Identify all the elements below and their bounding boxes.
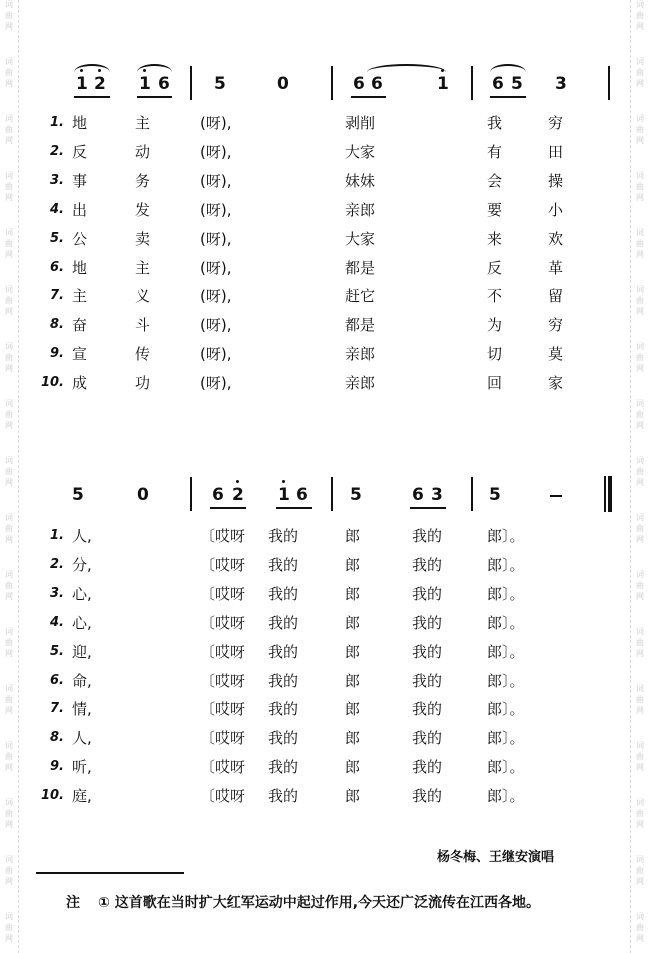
lyric-word: (呀), xyxy=(200,171,232,190)
watermark-glyph: 网 xyxy=(636,307,644,316)
watermark-glyph: 词 xyxy=(5,855,13,864)
lyric-word: 分, xyxy=(72,555,92,574)
lyric-word: 郎〕。 xyxy=(487,555,525,574)
lyric-word: 回 xyxy=(487,374,503,393)
verse-number: 5. xyxy=(50,230,64,246)
watermark-glyph: 曲 xyxy=(636,68,644,77)
bar-line xyxy=(190,66,192,100)
lyric-word: 都是 xyxy=(345,258,376,277)
note: 1 xyxy=(139,74,151,94)
note: 6 xyxy=(371,74,383,94)
watermark-glyph: 曲 xyxy=(5,752,13,761)
lyric-word: 赶它 xyxy=(345,287,376,306)
watermark-glyph: 网 xyxy=(636,535,644,544)
note: 3 xyxy=(555,74,567,94)
watermark-glyph: 网 xyxy=(5,592,13,601)
watermark-glyph: 曲 xyxy=(5,581,13,590)
lyric-word: 情, xyxy=(72,700,92,719)
note: 1 xyxy=(278,485,290,505)
watermark-glyph: 网 xyxy=(5,79,13,88)
bar-line xyxy=(471,66,473,100)
lyric-word: (呀), xyxy=(200,229,232,248)
lyric-word: 会 xyxy=(487,171,503,190)
watermark-glyph: 网 xyxy=(636,649,644,658)
watermark-glyph: 曲 xyxy=(636,809,644,818)
verse-number: 4. xyxy=(50,614,64,630)
lyric-word: 我的 xyxy=(268,729,299,748)
note: 2 xyxy=(232,485,244,505)
sustain-dash xyxy=(550,495,562,497)
watermark-glyph: 曲 xyxy=(636,638,644,647)
watermark-glyph: 网 xyxy=(5,535,13,544)
watermark-glyph: 词 xyxy=(5,684,13,693)
beam-underline xyxy=(351,96,386,98)
slur xyxy=(137,64,172,72)
watermark-glyph: 曲 xyxy=(5,467,13,476)
lyric-word: 郎 xyxy=(345,758,361,777)
watermark-glyph: 词 xyxy=(5,114,13,123)
lyric-word: 为 xyxy=(487,316,503,335)
verse-number: 4. xyxy=(50,201,64,217)
lyric-word: (呀), xyxy=(200,200,232,219)
watermark-glyph: 网 xyxy=(636,478,644,487)
watermark-glyph: 网 xyxy=(636,706,644,715)
lyric-word: 郎〕。 xyxy=(487,787,525,806)
lyric-word: 小 xyxy=(548,200,564,219)
watermark-glyph: 词 xyxy=(5,627,13,636)
watermark-glyph: 词 xyxy=(5,741,13,750)
lyric-word: 公 xyxy=(72,229,88,248)
verse-number: 10. xyxy=(40,375,64,391)
lyric-word: 穷 xyxy=(548,114,564,132)
watermark-glyph: 曲 xyxy=(5,638,13,647)
watermark-glyph: 曲 xyxy=(5,68,13,77)
watermark-glyph: 曲 xyxy=(636,296,644,305)
bar-line xyxy=(190,477,192,511)
lyric-word: 莫 xyxy=(548,345,564,364)
lyric-word: 郎 xyxy=(345,700,361,719)
watermark-glyph: 曲 xyxy=(636,752,644,761)
watermark-glyph: 网 xyxy=(636,934,644,943)
watermark-glyph: 词 xyxy=(5,228,13,237)
lyric-word: 主 xyxy=(135,258,151,277)
lyric-word: 亲郎 xyxy=(345,200,376,219)
lyric-word: 我的 xyxy=(268,613,299,632)
watermark-glyph: 网 xyxy=(5,22,13,31)
lyric-word: 亲郎 xyxy=(345,374,376,393)
bar-line xyxy=(331,66,333,100)
lyric-word: 出 xyxy=(72,200,88,219)
lyric-word: 我的 xyxy=(412,527,443,545)
slur xyxy=(490,64,526,72)
watermark-glyph: 曲 xyxy=(5,695,13,704)
lyric-word: 〔哎呀 xyxy=(200,613,246,632)
lyric-word: 留 xyxy=(548,287,564,306)
verse-number: 9. xyxy=(50,759,64,775)
lyric-word: 切 xyxy=(487,345,503,364)
watermark-strip-left xyxy=(0,0,19,953)
verse-number: 7. xyxy=(50,701,64,717)
lyric-word: 〔哎呀 xyxy=(200,671,246,690)
lyric-word: 我的 xyxy=(268,787,299,806)
watermark-glyph: 网 xyxy=(5,364,13,373)
octave-dot xyxy=(282,480,285,483)
bar-line xyxy=(471,477,473,511)
lyric-word: 我的 xyxy=(412,700,443,719)
watermark-glyph: 词 xyxy=(636,456,644,465)
watermark-glyph: 词 xyxy=(636,57,644,66)
watermark-glyph: 词 xyxy=(5,57,13,66)
lyric-word: 斗 xyxy=(135,316,151,335)
verse-number: 9. xyxy=(50,346,64,362)
lyric-word: 功 xyxy=(135,374,151,393)
lyric-word: 我的 xyxy=(412,758,443,777)
watermark-glyph: 词 xyxy=(5,0,13,9)
lyric-word: 郎〕。 xyxy=(487,527,525,545)
lyric-word: 主 xyxy=(72,287,88,306)
watermark-glyph: 曲 xyxy=(636,866,644,875)
lyric-word: 郎〕。 xyxy=(487,584,525,603)
lyric-word: 我的 xyxy=(268,527,299,545)
lyric-word: 我的 xyxy=(268,584,299,603)
watermark-glyph: 曲 xyxy=(5,125,13,134)
lyric-word: 主 xyxy=(135,114,151,132)
watermark-glyph: 曲 xyxy=(5,11,13,20)
watermark-glyph: 词 xyxy=(636,285,644,294)
watermark-glyph: 词 xyxy=(636,855,644,864)
note: 3 xyxy=(431,485,443,505)
final-bar-line xyxy=(604,476,612,512)
lyric-word: 革 xyxy=(548,258,564,277)
verse-number: 7. xyxy=(50,288,64,304)
watermark-strip-right xyxy=(630,0,649,953)
verse-number: 3. xyxy=(50,172,64,188)
watermark-glyph: 词 xyxy=(636,627,644,636)
lyric-word: 郎〕。 xyxy=(487,729,525,748)
lyric-word: 剥削 xyxy=(345,114,376,132)
watermark-glyph: 网 xyxy=(5,706,13,715)
octave-dot xyxy=(236,480,239,483)
watermark-glyph: 词 xyxy=(636,399,644,408)
watermark-glyph: 词 xyxy=(5,513,13,522)
lyric-word: 穷 xyxy=(548,316,564,335)
lyric-word: 田 xyxy=(548,142,564,161)
lyric-word: 传 xyxy=(135,345,151,364)
lyric-word: 妹妹 xyxy=(345,171,376,190)
lyric-word: 事 xyxy=(72,171,88,190)
lyric-word: 郎 xyxy=(345,642,361,661)
lyric-word: 我的 xyxy=(412,671,443,690)
watermark-glyph: 词 xyxy=(636,513,644,522)
watermark-glyph: 曲 xyxy=(5,809,13,818)
lyric-word: 〔哎呀 xyxy=(200,527,246,545)
lyric-word: 郎〕。 xyxy=(487,613,525,632)
watermark-glyph: 词 xyxy=(636,912,644,921)
watermark-glyph: 网 xyxy=(636,79,644,88)
note: 5 xyxy=(350,485,362,505)
lyric-word: 心, xyxy=(72,584,92,603)
lyric-word: 操 xyxy=(548,171,564,190)
lyric-word: 迎, xyxy=(72,642,92,661)
lyric-word: 命, xyxy=(72,671,92,690)
beam-underline xyxy=(490,96,526,98)
watermark-glyph: 网 xyxy=(636,250,644,259)
bar-line xyxy=(608,66,610,100)
lyric-word: 郎〕。 xyxy=(487,758,525,777)
lyric-word: 〔哎呀 xyxy=(200,555,246,574)
lyric-word: 义 xyxy=(135,287,151,306)
note: 2 xyxy=(94,74,106,94)
lyric-word: 郎〕。 xyxy=(487,642,525,661)
watermark-glyph: 词 xyxy=(636,798,644,807)
lyric-word: 我的 xyxy=(268,555,299,574)
lyric-word: 都是 xyxy=(345,316,376,335)
lyric-word: 我的 xyxy=(268,758,299,777)
watermark-glyph: 网 xyxy=(636,136,644,145)
lyric-word: (呀), xyxy=(200,114,232,132)
note: 6 xyxy=(296,485,308,505)
watermark-glyph: 曲 xyxy=(636,467,644,476)
watermark-glyph: 曲 xyxy=(5,923,13,932)
watermark-glyph: 网 xyxy=(636,877,644,886)
lyric-word: 郎〕。 xyxy=(487,671,525,690)
note: 1 xyxy=(437,74,449,94)
beam-underline xyxy=(410,507,446,509)
lyric-word: 要 xyxy=(487,200,503,219)
lyric-word: 郎 xyxy=(345,527,361,545)
lyric-word: (呀), xyxy=(200,287,232,306)
watermark-glyph: 词 xyxy=(636,114,644,123)
lyric-word: 来 xyxy=(487,229,503,248)
lyric-word: 〔哎呀 xyxy=(200,787,246,806)
watermark-glyph: 网 xyxy=(636,22,644,31)
lyric-word: 不 xyxy=(487,287,503,306)
lyric-word: 成 xyxy=(72,374,88,393)
lyric-word: 欢 xyxy=(548,229,564,248)
watermark-glyph: 曲 xyxy=(5,353,13,362)
watermark-glyph: 曲 xyxy=(5,410,13,419)
lyric-word: 亲郎 xyxy=(345,345,376,364)
watermark-glyph: 词 xyxy=(5,912,13,921)
note: 5 xyxy=(489,485,501,505)
watermark-glyph: 词 xyxy=(636,171,644,180)
beam-underline xyxy=(137,96,172,98)
verse-number: 2. xyxy=(50,556,64,572)
lyric-word: 〔哎呀 xyxy=(200,729,246,748)
lyric-word: 郎 xyxy=(345,671,361,690)
verse-number: 8. xyxy=(50,730,64,746)
watermark-glyph: 词 xyxy=(5,285,13,294)
lyric-word: 心, xyxy=(72,613,92,632)
lyric-word: 我的 xyxy=(412,729,443,748)
watermark-glyph: 网 xyxy=(5,193,13,202)
watermark-glyph: 网 xyxy=(636,193,644,202)
bar-line xyxy=(331,477,333,511)
verse-number: 10. xyxy=(40,788,64,804)
watermark-glyph: 词 xyxy=(5,456,13,465)
lyric-word: 家 xyxy=(548,374,564,393)
watermark-glyph: 网 xyxy=(5,877,13,886)
watermark-glyph: 网 xyxy=(5,649,13,658)
watermark-glyph: 词 xyxy=(5,342,13,351)
lyric-word: 务 xyxy=(135,171,151,190)
watermark-glyph: 曲 xyxy=(636,695,644,704)
watermark-glyph: 曲 xyxy=(636,410,644,419)
lyric-word: 我的 xyxy=(412,642,443,661)
lyric-word: 庭, xyxy=(72,787,92,806)
watermark-glyph: 词 xyxy=(5,798,13,807)
lyric-word: 郎〕。 xyxy=(487,700,525,719)
watermark-glyph: 网 xyxy=(5,421,13,430)
lyric-word: 奋 xyxy=(72,316,88,335)
lyric-word: 我的 xyxy=(412,787,443,806)
note: 6 xyxy=(158,74,170,94)
beam-underline xyxy=(74,96,110,98)
lyric-word: (呀), xyxy=(200,345,232,364)
beam-underline xyxy=(210,507,246,509)
watermark-glyph: 曲 xyxy=(636,353,644,362)
watermark-glyph: 曲 xyxy=(636,239,644,248)
lyric-word: 〔哎呀 xyxy=(200,584,246,603)
lyric-word: 我的 xyxy=(412,584,443,603)
lyric-word: 我 xyxy=(487,114,503,132)
footnote-label: 注 xyxy=(66,895,80,911)
note: 5 xyxy=(214,74,226,94)
performer-credit: 杨冬梅、王继安演唱 xyxy=(437,850,555,865)
watermark-glyph: 词 xyxy=(5,171,13,180)
lyric-word: (呀), xyxy=(200,316,232,335)
lyric-word: 发 xyxy=(135,200,151,219)
note: 5 xyxy=(72,485,84,505)
watermark-glyph: 网 xyxy=(636,592,644,601)
watermark-glyph: 网 xyxy=(5,478,13,487)
lyric-word: 反 xyxy=(487,258,503,277)
note: 1 xyxy=(76,74,88,94)
watermark-glyph: 曲 xyxy=(636,182,644,191)
watermark-glyph: 曲 xyxy=(636,125,644,134)
lyric-word: 反 xyxy=(72,142,88,161)
watermark-glyph: 词 xyxy=(636,684,644,693)
lyric-word: 听, xyxy=(72,758,92,777)
lyric-word: 我的 xyxy=(268,642,299,661)
watermark-glyph: 曲 xyxy=(636,524,644,533)
lyric-word: 卖 xyxy=(135,229,151,248)
verse-number: 2. xyxy=(50,143,64,159)
watermark-glyph: 词 xyxy=(636,228,644,237)
footnote-text: ① 这首歌在当时扩大红军运动中起过作用,今天还广泛流传在江西各地。 xyxy=(98,895,541,911)
watermark-glyph: 曲 xyxy=(5,524,13,533)
verse-number: 5. xyxy=(50,643,64,659)
lyric-word: 郎 xyxy=(345,555,361,574)
lyric-word: 人, xyxy=(72,527,92,545)
lyric-word: 我的 xyxy=(268,700,299,719)
watermark-glyph: 词 xyxy=(636,570,644,579)
watermark-glyph: 曲 xyxy=(5,296,13,305)
slur xyxy=(74,64,110,72)
lyric-word: 〔哎呀 xyxy=(200,700,246,719)
lyric-word: 〔哎呀 xyxy=(200,758,246,777)
lyric-word: 我的 xyxy=(412,555,443,574)
lyric-word: (呀), xyxy=(200,258,232,277)
watermark-glyph: 网 xyxy=(636,364,644,373)
lyric-word: (呀), xyxy=(200,142,232,161)
beam-underline xyxy=(276,507,312,509)
note: 0 xyxy=(137,485,149,505)
watermark-glyph: 网 xyxy=(5,763,13,772)
watermark-glyph: 词 xyxy=(636,0,644,9)
lyric-word: (呀), xyxy=(200,374,232,393)
watermark-glyph: 曲 xyxy=(636,923,644,932)
watermark-glyph: 网 xyxy=(636,763,644,772)
lyric-word: 〔哎呀 xyxy=(200,642,246,661)
note: 0 xyxy=(277,74,289,94)
verse-number: 1. xyxy=(50,115,64,130)
verse-number: 8. xyxy=(50,317,64,333)
watermark-glyph: 词 xyxy=(5,399,13,408)
verse-number: 6. xyxy=(50,672,64,688)
watermark-glyph: 网 xyxy=(5,250,13,259)
watermark-glyph: 曲 xyxy=(5,182,13,191)
watermark-glyph: 词 xyxy=(636,741,644,750)
lyric-word: 我的 xyxy=(412,613,443,632)
footnote-rule xyxy=(36,872,184,874)
lyric-word: 郎 xyxy=(345,613,361,632)
watermark-glyph: 曲 xyxy=(636,11,644,20)
lyric-word: 大家 xyxy=(345,142,376,161)
lyric-word: 郎 xyxy=(345,729,361,748)
watermark-glyph: 网 xyxy=(5,934,13,943)
watermark-glyph: 网 xyxy=(636,421,644,430)
watermark-glyph: 网 xyxy=(636,820,644,829)
watermark-glyph: 曲 xyxy=(5,866,13,875)
watermark-glyph: 词 xyxy=(5,570,13,579)
footnote xyxy=(66,892,540,912)
watermark-glyph: 曲 xyxy=(636,581,644,590)
lyric-word: 大家 xyxy=(345,229,376,248)
note: 6 xyxy=(353,74,365,94)
note: 5 xyxy=(511,74,523,94)
lyric-word: 地 xyxy=(72,258,88,277)
lyric-word: 有 xyxy=(487,142,503,161)
lyric-word: 郎 xyxy=(345,787,361,806)
watermark-glyph: 网 xyxy=(5,307,13,316)
lyric-word: 地 xyxy=(72,114,88,132)
watermark-glyph: 词 xyxy=(636,342,644,351)
verse-number: 6. xyxy=(50,259,64,275)
lyric-word: 动 xyxy=(135,142,151,161)
watermark-glyph: 网 xyxy=(5,820,13,829)
note: 6 xyxy=(412,485,424,505)
slur xyxy=(367,64,446,72)
note: 6 xyxy=(492,74,504,94)
watermark-glyph: 曲 xyxy=(5,239,13,248)
lyric-word: 人, xyxy=(72,729,92,748)
verse-number: 1. xyxy=(50,528,64,543)
lyric-word: 宣 xyxy=(72,345,88,364)
verse-number: 3. xyxy=(50,585,64,601)
note: 6 xyxy=(212,485,224,505)
watermark-glyph: 网 xyxy=(5,136,13,145)
lyric-word: 我的 xyxy=(268,671,299,690)
lyric-word: 郎 xyxy=(345,584,361,603)
